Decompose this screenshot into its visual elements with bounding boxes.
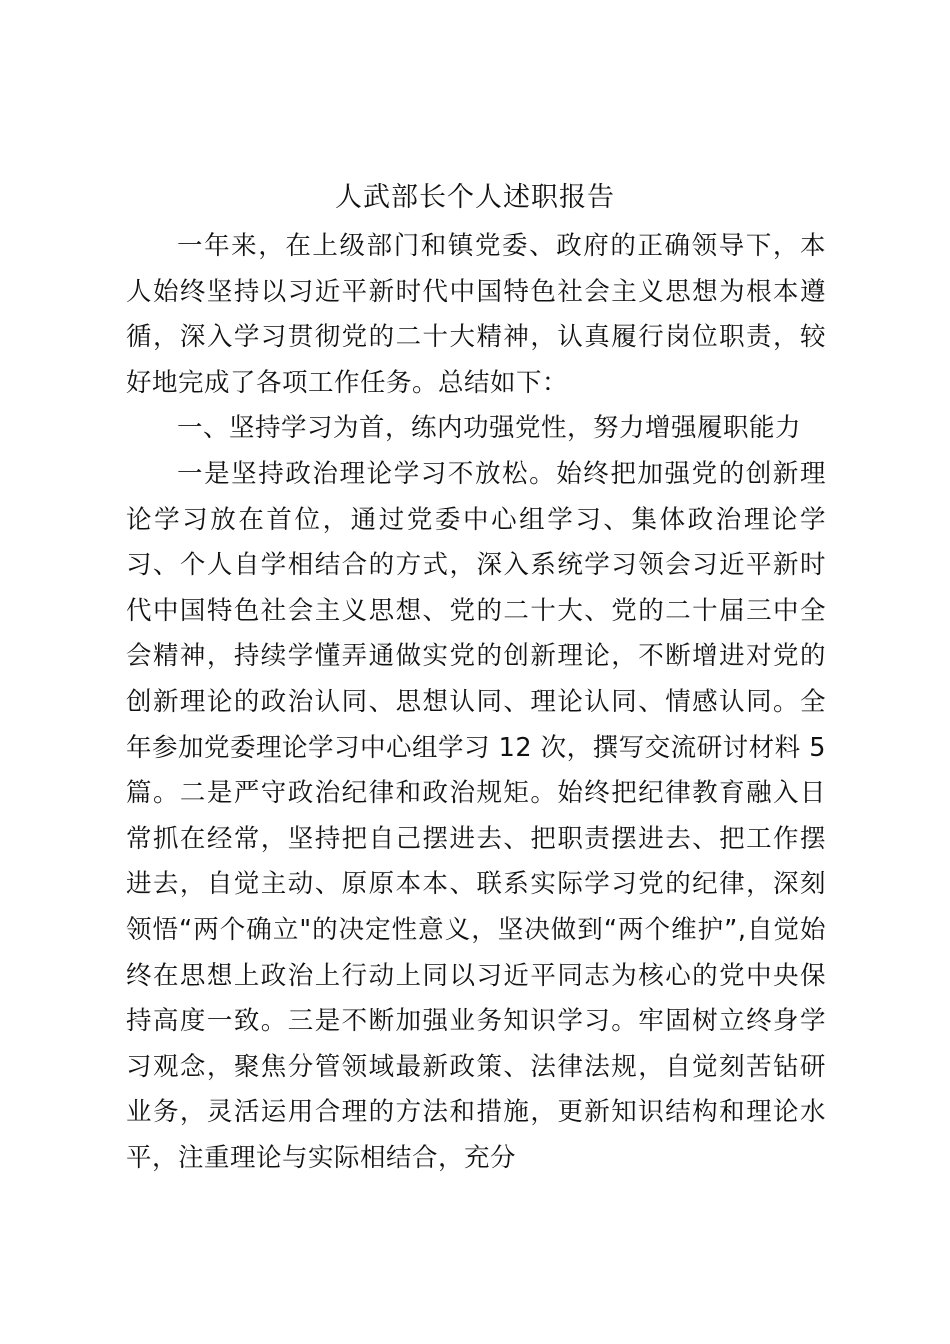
document-title: 人武部长个人述职报告	[335, 182, 615, 213]
section-1-paragraph: 一是坚持政治理论学习不放松。始终把加强党的创新理论学习放在首位，通过党委中心组学习、集体政治理论学习、个人自学相结合的方式，深入系统学习领会习近平新时代中国特色社会主义思想、党的二十大、党的二十届三中全会精神，持续学懂弄通做实党的创新理论，不断增进对党的创新理论的政治认同、思想认同、理论认同、情感认同。全年参加党委理论学习中心组学习 12 次，撰写交流研讨材料 5 篇。二是严守政治纪律和政治规矩。始终把纪律教育融入日常抓在经常，坚持把自己摆进去、把职责摆进去、把工作摆进去，自觉主动、原原本本、联系实际学习党的纪律，深刻领悟“两个确立"的决定性意义，坚决做到“两个维护”,自觉始终在思想上政治上行动上同以习近平同志为核心的党中央保持高度一致。三是不断加强业务知识学习。牢固树立终身学习观念，聚焦分管领域最新政策、法律法规，自觉刻苦钻研业务，灵活运用合理的方法和措施，更新知识结构和理论水平，注重理论与实际相结合，充分	[126, 458, 826, 1173]
intro-paragraph: 一年来，在上级部门和镇党委、政府的正确领导下，本人始终坚持以习近平新时代中国特色社会主义思想为根本遵循，深入学习贯彻党的二十大精神，认真履行岗位职责，较好地完成了各项工作任务。总结如下：	[126, 231, 826, 398]
section-heading-1: 一、坚持学习为首，练内功强党性，努力增强履职能力	[177, 413, 802, 444]
document-body	[126, 224, 826, 1181]
